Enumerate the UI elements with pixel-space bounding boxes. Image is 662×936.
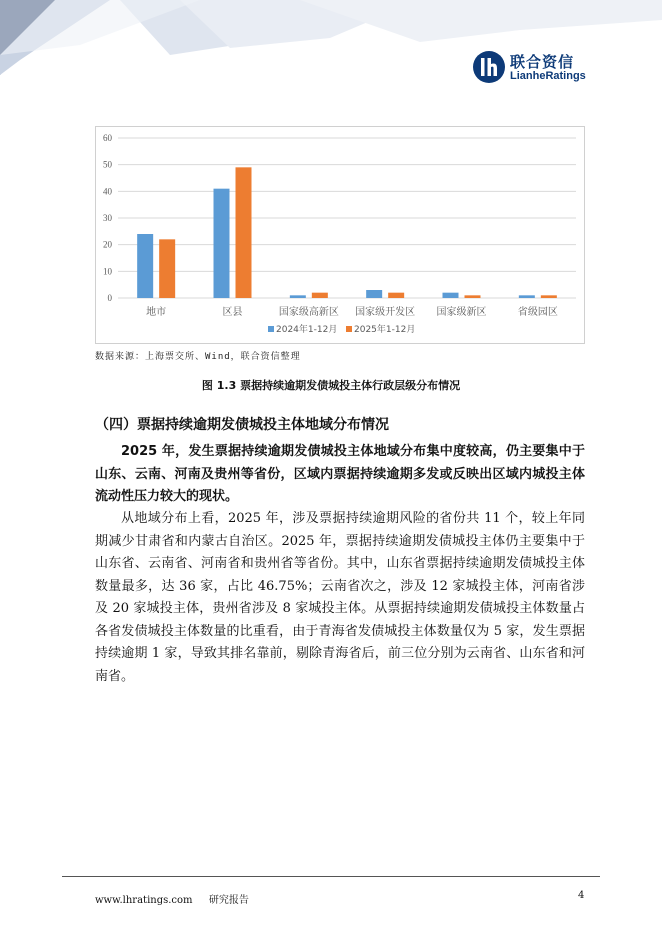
bar (541, 295, 557, 298)
bar (312, 293, 328, 298)
legend-swatch (268, 326, 274, 332)
x-tick-label: 国家级开发区 (355, 307, 416, 318)
figure-caption: 图 1.3 票据持续逾期发债城投主体行政层级分布情况 (201, 379, 461, 392)
bar (137, 234, 153, 298)
footer-report-type: 研究报告 (208, 895, 249, 906)
logo-chinese-name: 联合资信 (510, 53, 575, 71)
bar (465, 295, 481, 298)
chart-canvas (96, 127, 584, 343)
x-tick-label: 国家级新区 (436, 307, 487, 318)
legend-label: 2024年1-12月 (276, 325, 338, 335)
y-tick-label: 10 (103, 266, 112, 277)
y-tick-label: 0 (107, 293, 112, 303)
bar (519, 295, 535, 298)
page-number: 4 (578, 890, 585, 901)
footer-website[interactable]: www.lhratings.com (95, 895, 193, 906)
bar (290, 295, 306, 298)
footer-info (95, 891, 249, 906)
y-tick-label: 30 (103, 213, 112, 223)
bar (443, 293, 459, 298)
company-logo (472, 50, 592, 86)
bar (214, 189, 230, 298)
summary-paragraph: 2025 年，发生票据持续逾期发债城投主体地域分布集中度较高，仍主要集中于山东、云南、河南及贵州等省份，区域内票据持续逾期多发或反映出区域内城投主体流动性压力较大的现状。 (95, 444, 585, 504)
y-tick-label: 50 (103, 159, 112, 170)
bar (236, 167, 252, 298)
logo-english-name: LianheRatings (510, 70, 586, 82)
footer-divider (62, 876, 600, 877)
lianhe-logo-icon (472, 50, 506, 84)
x-tick-label: 省级园区 (517, 307, 558, 318)
y-tick-label: 40 (103, 186, 112, 197)
legend-swatch (346, 326, 352, 332)
y-tick-label: 20 (103, 239, 112, 250)
x-tick-label: 区县 (222, 307, 243, 318)
x-tick-label: 国家级高新区 (278, 307, 339, 318)
bar (366, 290, 382, 298)
body-paragraph: 从地域分布上看，2025 年，涉及票据持续逾期风险的省份共 11 个，较上年同期减少甘肃省和内蒙古自治区。2025 年，票据持续逾期发债城投主体仍主要集中于山东省、云南省、河南省和贵州省等省份。其中，山东省票据持续逾期发债城投主体数量最多，达 36 家，占比 46.75%；云南省次之，涉及 12 家城投主体，河南省涉及 20 家城投主体，贵州省涉及 8 家城投主体。从票据持续逾期发债城投主体数量占各省发债城投主体数量的比重看，由于青海省发债城投主体数量仅为 5 家，发生票据持续逾期 1 家，导致其排名靠前，剔除青海省后，前三位分别为云南省、山东省和河南省。 (95, 511, 585, 684)
legend-label: 2025年1-12月 (354, 325, 416, 335)
data-source-note: 数据来源：上海票交所、Wind，联合资信整理 (95, 352, 301, 362)
bar (388, 293, 404, 298)
y-tick-label: 60 (103, 133, 112, 143)
section-heading: （四）票据持续逾期发债城投主体地域分布情况 (95, 417, 389, 433)
bar (159, 239, 175, 298)
x-tick-label: 地市 (146, 307, 167, 318)
bar-chart (95, 126, 585, 344)
